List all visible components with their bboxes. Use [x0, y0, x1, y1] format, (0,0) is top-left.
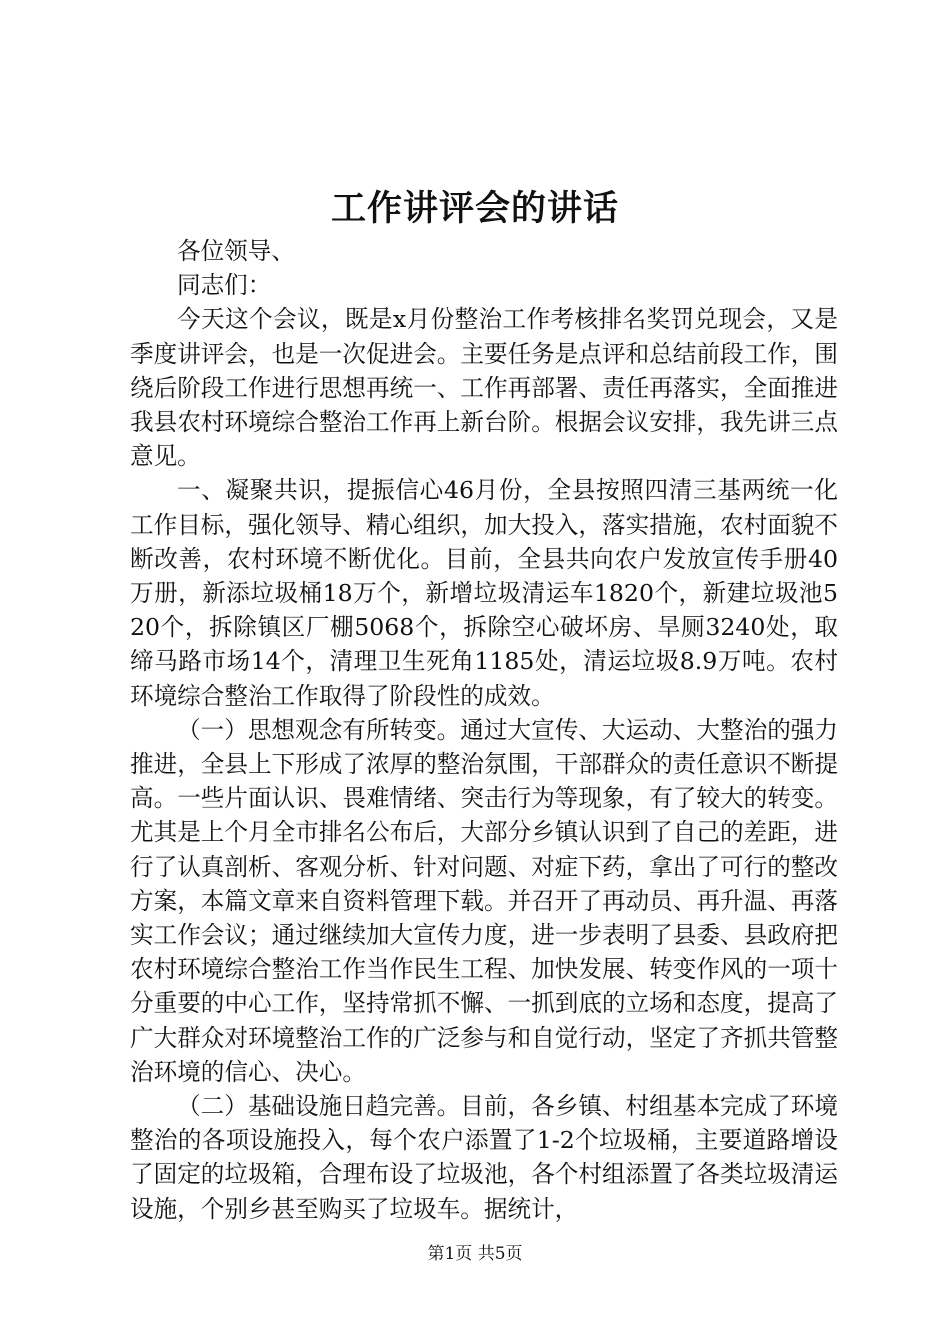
- page-footer: 第1页 共5页: [427, 1244, 523, 1264]
- salutation-line: 各位领导、: [177, 237, 295, 265]
- body-paragraph: 一、凝聚共识，提振信心46月份，全县按照四清三基两统一化工作目标，强化领导、精心组织，加大投入，落实措施，农村面貌不断改善，农村环境不断优化。目前，全县共向农户发放宣传手册40万册，新添垃圾桶18万个，新增垃圾清运车1820个，新建垃圾池520个，拆除镇区厂棚5068个，拆除空心破坏房、旱厕3240处，取缔马路市场14个，清理卫生死角1185处，清运垃圾8.9万吨。农村环境综合整治工作取得了阶段性的成效。: [130, 476, 838, 710]
- document-body: [130, 234, 838, 1226]
- document-title: 工作讲评会的讲话: [330, 188, 619, 229]
- body-paragraph: 今天这个会议，既是x月份整治工作考核排名奖罚兑现会，又是季度讲评会，也是一次促进会。主要任务是点评和总结前段工作，围绕后阶段工作进行思想再统一、工作再部署、责任再落实，全面推进我县农村环境综合整治工作再上新台阶。根据会议安排，我先讲三点意见。: [130, 305, 838, 471]
- salutation-line: 同志们：: [177, 271, 272, 300]
- body-paragraph: （一）思想观念有所转变。通过大宣传、大运动、大整治的强力推进，全县上下形成了浓厚的整治氛围，干部群众的责任意识不断提高。一些片面认识、畏难情绪、突击行为等现象，有了较大的转变。尤其是上个月全市排名公布后，大部分乡镇认识到了自己的差距，进行了认真剖析、客观分析、针对问题、对症下药，拿出了可行的整改方案，本篇文章来自资料管理下载。并召开了再动员、再升温、再落实工作会议；通过继续加大宣传力度，进一步表明了县委、县政府把农村环境综合整治工作当作民生工程、加快发展、转变作风的一项十分重要的中心工作，坚持常抓不懈、一抓到底的立场和态度，提高了广大群众对环境整治工作的广泛参与和自觉行动，坚定了齐抓共管整治环境的信心、决心。: [130, 715, 838, 1086]
- body-paragraph: （二）基础设施日趋完善。目前，各乡镇、村组基本完成了环境整治的各项设施投入，每个农户添置了1-2个垃圾桶，主要道路增设了固定的垃圾箱，合理布设了垃圾池，各个村组添置了各类垃圾清运设施，个别乡甚至购买了垃圾车。据统计，: [130, 1092, 838, 1223]
